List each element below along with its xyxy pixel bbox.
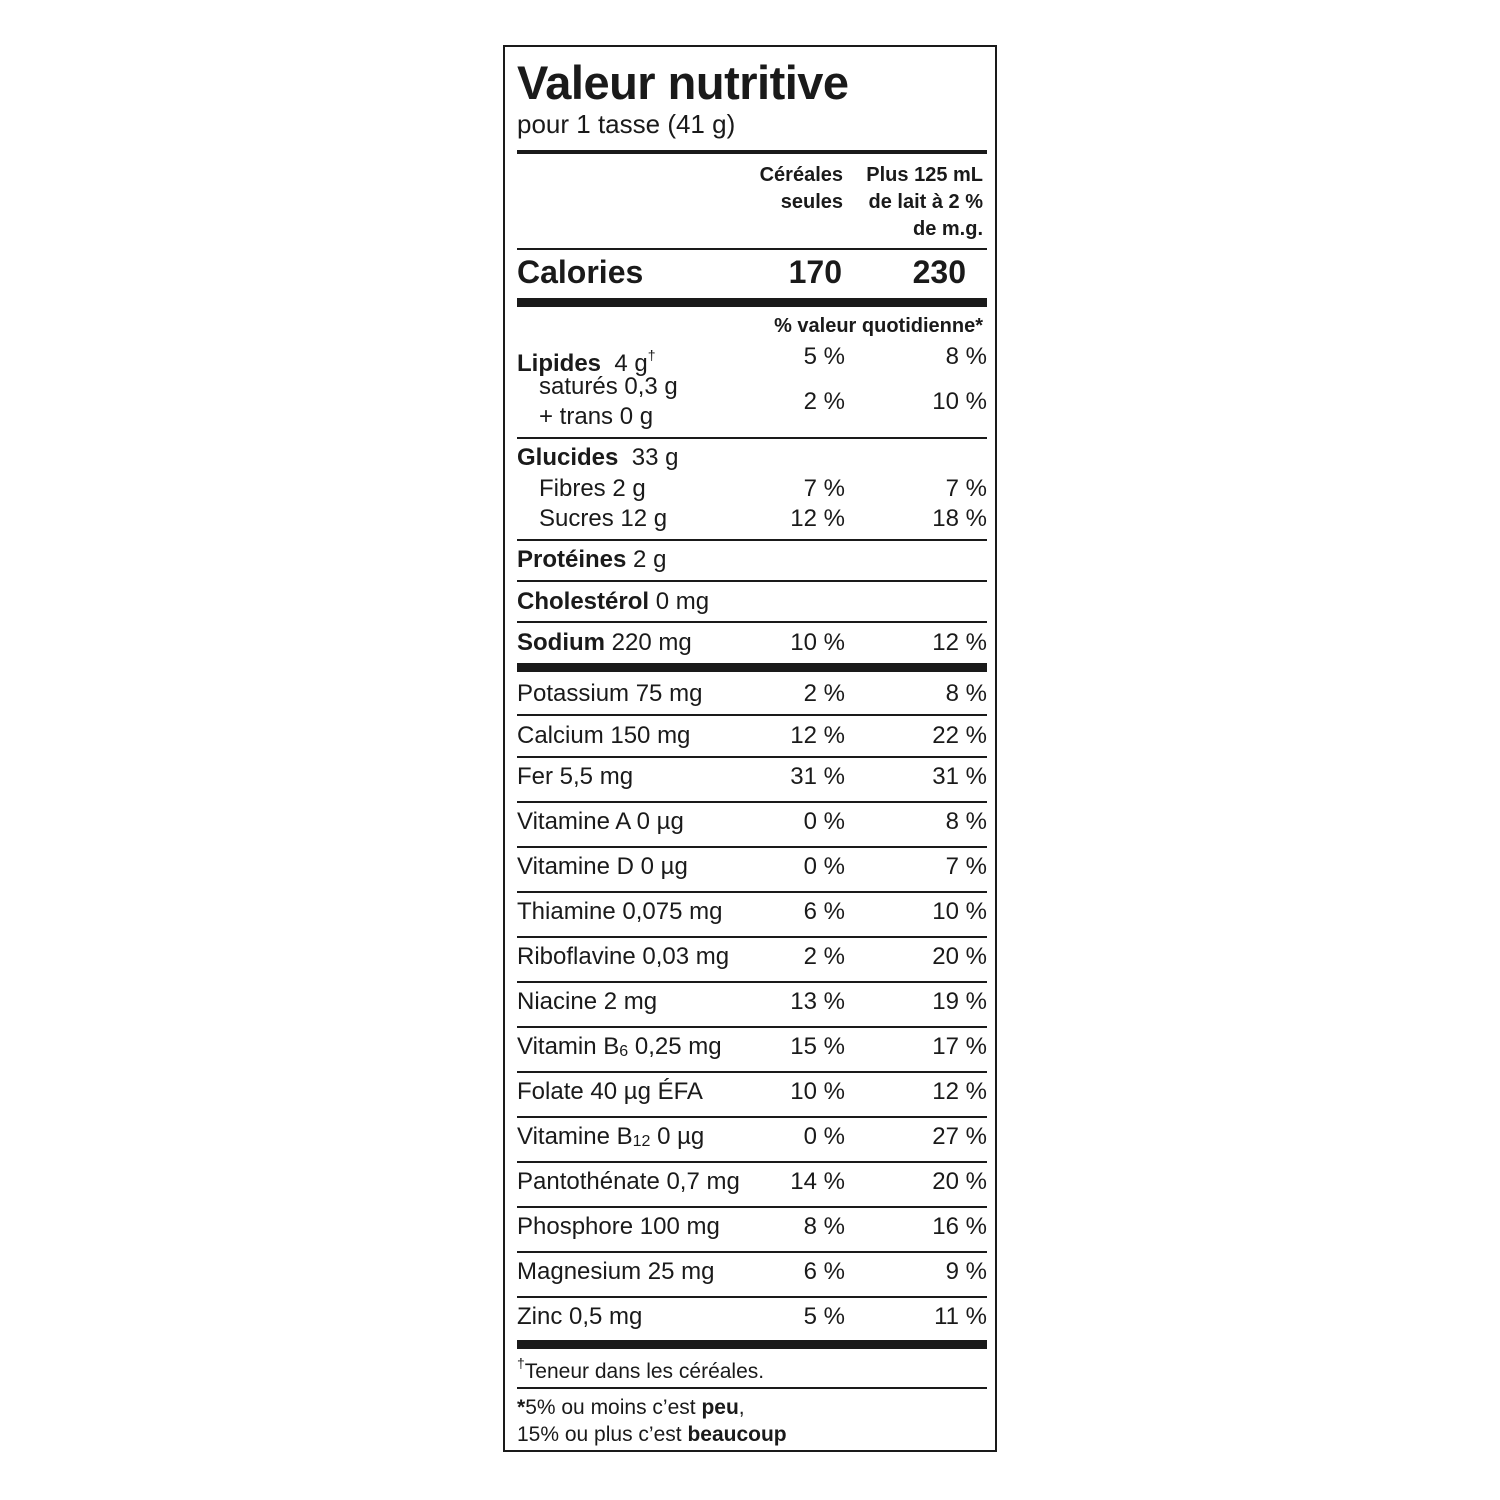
nutrient-row-cholesterol	[517, 587, 987, 617]
cereal-dv: 12 %	[790, 722, 845, 749]
thick-divider	[517, 663, 987, 672]
nutrient-row-vitamin-b6	[517, 1032, 987, 1062]
milk-dv: 12 %	[932, 1078, 987, 1105]
divider	[517, 981, 987, 983]
cereal-dv: 2 %	[803, 388, 845, 415]
divider	[517, 714, 987, 716]
nutrient-row-protein	[517, 545, 987, 575]
column-header-milk-line2: de lait à 2 %	[868, 191, 983, 213]
milk-dv: 12 %	[932, 629, 987, 656]
nutrient-name: Sucres 12 g	[539, 505, 668, 532]
divider	[517, 936, 987, 938]
milk-dv: 22 %	[932, 722, 987, 749]
cereal-dv: 8 %	[803, 1213, 845, 1240]
divider	[517, 1161, 987, 1163]
divider	[517, 1296, 987, 1298]
nutrient-row-fat	[517, 342, 987, 377]
nutrient-name: Magnesium 25 mg	[517, 1258, 715, 1285]
column-header-milk	[866, 162, 983, 243]
milk-dv: 31 %	[932, 763, 987, 790]
cereal-dv: 12 %	[790, 505, 845, 532]
milk-dv: 20 %	[932, 943, 987, 970]
nutrient-name: Lipides 4 g†	[517, 347, 656, 377]
nutrient-name: Vitamine D 0 µg	[517, 853, 688, 880]
nutrient-row-vitamin-b12	[517, 1122, 987, 1152]
divider	[517, 580, 987, 582]
nutrient-name: Glucides 33 g	[517, 444, 679, 471]
nutrient-row-zinc	[517, 1302, 987, 1332]
nutrient-row-niacin	[517, 987, 987, 1017]
divider	[517, 248, 987, 250]
nutrient-row-riboflavin	[517, 942, 987, 972]
cereal-dv: 15 %	[790, 1033, 845, 1060]
nutrient-row-trans	[517, 402, 987, 432]
nutrient-row-vitamin-a	[517, 807, 987, 837]
cereal-dv: 7 %	[803, 475, 845, 502]
cereal-dv: 14 %	[790, 1168, 845, 1195]
cereal-dv: 0 %	[803, 808, 845, 835]
nutrient-name: + trans 0 g	[539, 403, 654, 430]
divider	[517, 1071, 987, 1073]
milk-dv: 7 %	[945, 475, 987, 502]
milk-dv: 9 %	[945, 1258, 987, 1285]
milk-dv: 10 %	[932, 898, 987, 925]
milk-dv: 7 %	[945, 853, 987, 880]
divider	[517, 1026, 987, 1028]
cereal-dv: 2 %	[803, 943, 845, 970]
cereal-dv: 5 %	[803, 1303, 845, 1330]
cereal-dv: 5 %	[803, 343, 845, 370]
nutrient-row-pantothenate	[517, 1167, 987, 1197]
nutrient-name: Riboflavine 0,03 mg	[517, 943, 730, 970]
calories-cereal-value: 170	[788, 254, 842, 290]
divider	[517, 1116, 987, 1118]
calories-milk-value: 230	[912, 254, 966, 290]
cereal-dv: 10 %	[790, 629, 845, 656]
nutrient-name: Calcium 150 mg	[517, 722, 691, 749]
column-header-milk-line3: de m.g.	[912, 218, 983, 240]
divider	[517, 801, 987, 803]
milk-dv: 19 %	[932, 988, 987, 1015]
milk-dv: 18 %	[932, 505, 987, 532]
nutrient-row-thiamine	[517, 897, 987, 927]
nutrient-row-iron	[517, 762, 987, 792]
cereal-dv: 13 %	[790, 988, 845, 1015]
nutrient-row-carbs	[517, 443, 987, 473]
nutrient-row-sugar	[517, 504, 987, 534]
milk-dv: 11 %	[934, 1303, 987, 1330]
nutrient-name: Thiamine 0,075 mg	[517, 898, 723, 925]
daily-value-header: % valeur quotidienne*	[774, 315, 983, 337]
milk-dv: 10 %	[932, 388, 987, 415]
footnote-dagger: †Teneur dans les céréales.	[517, 1355, 765, 1383]
calories-label: Calories	[517, 254, 644, 290]
cereal-dv: 31 %	[790, 763, 845, 790]
nutrient-name: Vitamine $B_{12}$ 0 µg	[517, 1123, 705, 1150]
nutrient-row-potassium	[517, 679, 987, 709]
nutrient-row-calcium	[517, 721, 987, 751]
cereal-dv: 10 %	[790, 1078, 845, 1105]
divider	[517, 891, 987, 893]
nutrient-name: saturés 0,3 g	[539, 373, 678, 400]
milk-dv: 8 %	[945, 808, 987, 835]
divider	[517, 1206, 987, 1208]
divider	[517, 150, 987, 154]
divider	[517, 846, 987, 848]
divider	[517, 621, 987, 623]
nutrient-name: Niacine 2 mg	[517, 988, 658, 1015]
divider	[517, 437, 987, 439]
cereal-dv: 2 %	[803, 680, 845, 707]
nutrition-facts-label	[503, 45, 997, 1452]
milk-dv: 17 %	[932, 1033, 987, 1060]
nutrient-row-vitamin-d	[517, 852, 987, 882]
footnote-star-line1: *5% ou moins c’est peu,	[517, 1396, 745, 1419]
divider	[517, 756, 987, 758]
footnote-star-line2: 15% ou plus c’est beaucoup	[517, 1423, 787, 1446]
nutrient-row-folate	[517, 1077, 987, 1107]
cereal-dv: 0 %	[803, 1123, 845, 1150]
cereal-dv: 6 %	[803, 898, 845, 925]
column-header-milk-line1: Plus 125 mL	[866, 164, 983, 186]
nutrient-row-phosphorus	[517, 1212, 987, 1242]
divider	[517, 539, 987, 541]
milk-dv: 8 %	[945, 343, 987, 370]
milk-dv: 16 %	[932, 1213, 987, 1240]
nutrient-name: Potassium 75 mg	[517, 680, 703, 707]
nutrient-name: Protéines 2 g	[517, 546, 667, 573]
nutrient-name: Sodium 220 mg	[517, 629, 692, 656]
thick-divider	[517, 1340, 987, 1349]
nutrient-name: Pantothénate 0,7 mg	[517, 1168, 740, 1195]
thick-divider	[517, 298, 987, 307]
nutrient-name: Vitamin $B_6$ 0,25 mg	[517, 1033, 722, 1060]
nutrient-name: Fibres 2 g	[539, 475, 646, 502]
column-header-cereal-line1: Céréales	[759, 164, 843, 186]
divider	[517, 1251, 987, 1253]
nutrient-row-fibre	[517, 474, 987, 504]
nutrient-name: Folate 40 µg ÉFA	[517, 1078, 703, 1105]
serving-size: pour 1 tasse (41 g)	[517, 109, 736, 139]
column-header-cereal	[760, 162, 843, 216]
cereal-dv: 0 %	[803, 853, 845, 880]
divider	[517, 1387, 987, 1389]
label-title: Valeur nutritive	[517, 56, 849, 109]
nutrient-name: Zinc 0,5 mg	[517, 1303, 643, 1330]
milk-dv: 20 %	[932, 1168, 987, 1195]
milk-dv: 27 %	[932, 1123, 987, 1150]
milk-dv: 8 %	[945, 680, 987, 707]
nutrient-name: Phosphore 100 mg	[517, 1213, 720, 1240]
nutrient-name: Vitamine A 0 µg	[517, 808, 684, 835]
nutrient-name: Fer 5,5 mg	[517, 763, 634, 790]
cereal-dv: 6 %	[803, 1258, 845, 1285]
nutrient-row-magnesium	[517, 1257, 987, 1287]
nutrient-row-sodium	[517, 628, 987, 658]
column-header-cereal-line2: seules	[780, 191, 843, 213]
nutrient-name: Cholestérol 0 mg	[517, 588, 710, 615]
